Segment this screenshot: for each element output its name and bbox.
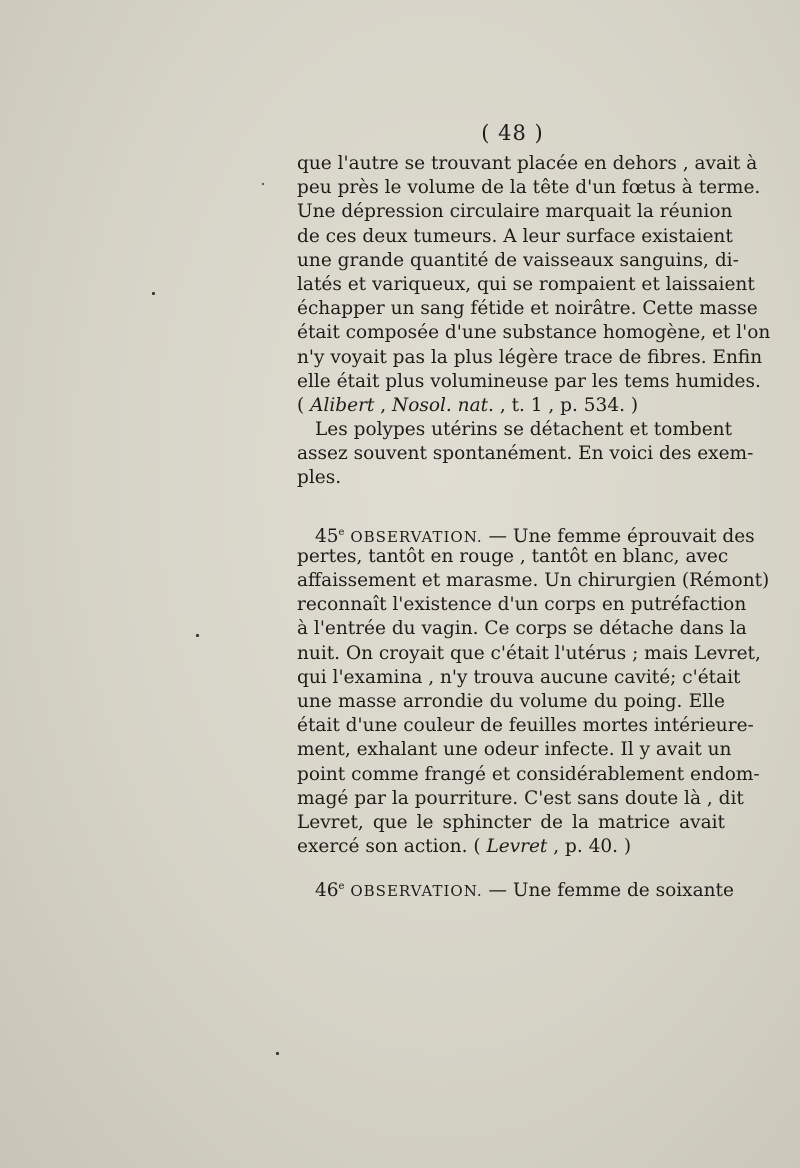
- citation-line: ( Alibert , Nosol. nat. , t. 1 , p. 534. ): [297, 394, 639, 416]
- text-line: une masse arrondie du volume du poing. Elle: [297, 690, 725, 712]
- text-line: était d'une couleur de feuilles mortes intérieure-: [297, 715, 754, 737]
- observation-heading-45: 45e OBSERVATION. — Une femme éprouvait des: [315, 525, 755, 547]
- citation-work: Nosol. nat.: [392, 394, 494, 416]
- citation-line: exercé son action. ( Levret , p. 40. ): [297, 836, 632, 858]
- paper-speck: [262, 183, 264, 185]
- text-line: Une dépression circulaire marquait la réunion: [297, 201, 733, 223]
- text-line: ment, exhalant une odeur infecte. Il y avait un: [297, 739, 732, 761]
- text-line: à l'entrée du vagin. Ce corps se détache dans la: [297, 618, 747, 640]
- body-text: [297, 152, 771, 902]
- text-line: qui l'examina , n'y trouva aucune cavité; c'était: [297, 666, 741, 688]
- text-line: était composée d'une substance homogène, et l'on: [297, 322, 771, 344]
- text-line: de ces deux tumeurs. A leur surface existaient: [297, 225, 733, 247]
- text-line: peu près le volume de la tête d'un fœtus à terme.: [297, 177, 761, 199]
- text-line: affaissement et marasme. Un chirurgien (Rémont): [297, 570, 770, 591]
- observation-heading-46: 46e OBSERVATION. — Une femme de soixante: [315, 880, 734, 902]
- citation-author: Alibert: [310, 394, 375, 416]
- text-line: reconnaît l'existence d'un corps en putréfaction: [297, 594, 747, 616]
- text-line: magé par la pourriture. C'est sans doute là , dit: [297, 787, 744, 809]
- paper-speck: [196, 634, 199, 637]
- text-line: que l'autre se trouvant placée en dehors , avait à: [297, 153, 758, 174]
- text-line: une grande quantité de vaisseaux sanguins, di-: [297, 249, 739, 271]
- text-line: n'y voyait pas la plus légère trace de fibres. Enfin: [297, 346, 763, 368]
- paper-speck: [152, 292, 155, 295]
- citation-author: Levret: [486, 836, 548, 858]
- text-line: nuit. On croyait que c'était l'utérus ; mais Levret,: [297, 642, 761, 664]
- text-line: échapper un sang fétide et noirâtre. Cette masse: [297, 298, 758, 320]
- text-line: assez souvent spontanément. En voici des exem-: [297, 443, 754, 465]
- text-line: Les polypes utérins se détachent et tombent: [315, 419, 733, 441]
- text-line: ples.: [297, 467, 342, 489]
- paper-speck: [276, 1052, 279, 1055]
- text-line: Levret, que le sphincter de la matrice avait: [297, 811, 725, 833]
- text-line: latés et variqueux, qui se rompaient et laissaient: [297, 273, 755, 295]
- page-number: ( 48 ): [481, 121, 544, 145]
- text-line: pertes, tantôt en rouge , tantôt en blanc, avec: [297, 545, 729, 567]
- text-line: point comme frangé et considérablement endom-: [297, 763, 760, 785]
- text-line: elle était plus volumineuse par les tems humides.: [297, 370, 761, 392]
